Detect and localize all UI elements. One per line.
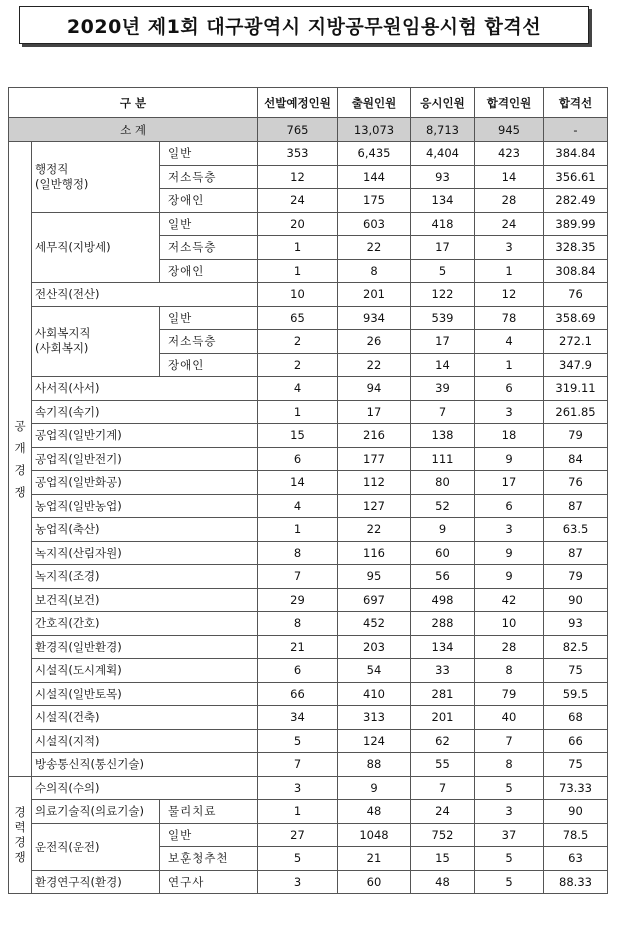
cell-applied: 94 xyxy=(338,377,411,401)
table-row xyxy=(9,518,608,542)
job-name: 전산직(전산) xyxy=(32,283,258,307)
category-cell: 일반 xyxy=(160,142,258,166)
cell-applied: 177 xyxy=(338,447,411,471)
cell-passed: 1 xyxy=(475,353,544,377)
cell-applied: 112 xyxy=(338,471,411,495)
job-name: 시설직(도시계획) xyxy=(32,659,258,683)
table-row xyxy=(9,424,608,448)
cell-tested: 15 xyxy=(411,847,475,871)
job-name: 속기직(속기) xyxy=(32,400,258,424)
cell-applied: 203 xyxy=(338,635,411,659)
cell-tested: 62 xyxy=(411,729,475,753)
job-name: 공업직(일반화공) xyxy=(32,471,258,495)
group-career-label: 경력경쟁 xyxy=(9,776,32,894)
cell-tested: 134 xyxy=(411,189,475,213)
cell-passed: 79 xyxy=(475,682,544,706)
cell-tested: 48 xyxy=(411,870,475,894)
table-row xyxy=(9,823,608,847)
cell-planned: 7 xyxy=(258,565,338,589)
cell-planned: 2 xyxy=(258,353,338,377)
page-title: 2020년 제1회 대구광역시 지방공무원임용시험 합격선 xyxy=(66,15,542,38)
cell-cutoff: 328.35 xyxy=(544,236,608,260)
cell-planned: 4 xyxy=(258,494,338,518)
cell-cutoff: 90 xyxy=(544,800,608,824)
cell-applied: 17 xyxy=(338,400,411,424)
job-name: 농업직(일반농업) xyxy=(32,494,258,518)
cell-cutoff: 75 xyxy=(544,753,608,777)
cell-applied: 697 xyxy=(338,588,411,612)
job-name: 의료기술직(의료기술) xyxy=(32,800,160,824)
job-name: 간호직(간호) xyxy=(32,612,258,636)
cell-cutoff: 261.85 xyxy=(544,400,608,424)
cell-cutoff: 68 xyxy=(544,706,608,730)
job-name: 환경연구직(환경) xyxy=(32,870,160,894)
cell-passed: 17 xyxy=(475,471,544,495)
cell-planned: 12 xyxy=(258,165,338,189)
cell-passed: 8 xyxy=(475,659,544,683)
cell-applied: 1048 xyxy=(338,823,411,847)
table-row xyxy=(9,706,608,730)
cell-cutoff: 79 xyxy=(544,565,608,589)
cell-cutoff: 82.5 xyxy=(544,635,608,659)
cell-planned: 15 xyxy=(258,424,338,448)
cell-planned: 5 xyxy=(258,847,338,871)
cell-passed: 12 xyxy=(475,283,544,307)
category-cell: 장애인 xyxy=(160,259,258,283)
cell-applied: 452 xyxy=(338,612,411,636)
job-name: 운전직(운전) xyxy=(32,823,160,870)
header-category: 구 분 xyxy=(9,88,258,118)
cell-planned: 10 xyxy=(258,283,338,307)
category-cell: 저소득층 xyxy=(160,165,258,189)
cell-passed: 28 xyxy=(475,635,544,659)
subtotal-label: 소 계 xyxy=(9,118,258,142)
cell-cutoff: 76 xyxy=(544,283,608,307)
cell-tested: 138 xyxy=(411,424,475,448)
cell-passed: 24 xyxy=(475,212,544,236)
cell-cutoff: 88.33 xyxy=(544,870,608,894)
table-row xyxy=(9,283,608,307)
cell-planned: 5 xyxy=(258,729,338,753)
table-row xyxy=(9,565,608,589)
job-name: 녹지직(조경) xyxy=(32,565,258,589)
cell-tested: 55 xyxy=(411,753,475,777)
table-row xyxy=(9,588,608,612)
cell-cutoff: 389.99 xyxy=(544,212,608,236)
cell-cutoff: 356.61 xyxy=(544,165,608,189)
cell-cutoff: 75 xyxy=(544,659,608,683)
cell-passed: 6 xyxy=(475,377,544,401)
cell-cutoff: 347.9 xyxy=(544,353,608,377)
header-applied: 출원인원 xyxy=(338,88,411,118)
cell-passed: 9 xyxy=(475,565,544,589)
header-cutoff: 합격선 xyxy=(544,88,608,118)
cell-passed: 5 xyxy=(475,870,544,894)
cell-applied: 124 xyxy=(338,729,411,753)
table-row xyxy=(9,800,608,824)
category-cell: 일반 xyxy=(160,212,258,236)
cell-cutoff: 78.5 xyxy=(544,823,608,847)
cell-planned: 1 xyxy=(258,400,338,424)
job-name: 사회복지직 (사회복지) xyxy=(32,306,160,377)
cell-planned: 353 xyxy=(258,142,338,166)
table-row xyxy=(9,870,608,894)
cell-applied: 26 xyxy=(338,330,411,354)
cell-passed: 28 xyxy=(475,189,544,213)
cell-cutoff: 84 xyxy=(544,447,608,471)
cell-planned: 20 xyxy=(258,212,338,236)
cell-passed: 3 xyxy=(475,236,544,260)
cell-planned: 6 xyxy=(258,659,338,683)
cell-passed: 9 xyxy=(475,447,544,471)
job-name: 시설직(지적) xyxy=(32,729,258,753)
cell-planned: 1 xyxy=(258,259,338,283)
cell-passed: 3 xyxy=(475,800,544,824)
subtotal-tested: 8,713 xyxy=(411,118,475,142)
category-cell: 저소득층 xyxy=(160,236,258,260)
subtotal-passed: 945 xyxy=(475,118,544,142)
job-name: 수의직(수의) xyxy=(32,776,258,800)
job-name: 녹지직(산림자원) xyxy=(32,541,258,565)
cell-applied: 22 xyxy=(338,518,411,542)
cell-tested: 752 xyxy=(411,823,475,847)
cell-passed: 7 xyxy=(475,729,544,753)
cell-cutoff: 79 xyxy=(544,424,608,448)
cell-cutoff: 358.69 xyxy=(544,306,608,330)
cell-tested: 5 xyxy=(411,259,475,283)
cell-planned: 4 xyxy=(258,377,338,401)
results-table xyxy=(8,87,608,894)
category-cell: 보훈청추천 xyxy=(160,847,258,871)
cell-cutoff: 66 xyxy=(544,729,608,753)
category-cell: 일반 xyxy=(160,306,258,330)
cell-planned: 6 xyxy=(258,447,338,471)
header-planned: 선발예정인원 xyxy=(258,88,338,118)
job-name: 행정직 (일반행정) xyxy=(32,142,160,213)
job-name: 사서직(사서) xyxy=(32,377,258,401)
table-row xyxy=(9,612,608,636)
job-name: 방송통신직(통신기술) xyxy=(32,753,258,777)
cell-passed: 78 xyxy=(475,306,544,330)
job-name: 시설직(건축) xyxy=(32,706,258,730)
cell-passed: 5 xyxy=(475,776,544,800)
job-name: 시설직(일반토목) xyxy=(32,682,258,706)
cell-cutoff: 87 xyxy=(544,494,608,518)
cell-tested: 4,404 xyxy=(411,142,475,166)
cell-cutoff: 319.11 xyxy=(544,377,608,401)
cell-planned: 3 xyxy=(258,870,338,894)
cell-tested: 418 xyxy=(411,212,475,236)
cell-applied: 54 xyxy=(338,659,411,683)
job-name: 보건직(보건) xyxy=(32,588,258,612)
cell-planned: 8 xyxy=(258,612,338,636)
subtotal-row xyxy=(9,118,608,142)
cell-applied: 201 xyxy=(338,283,411,307)
cell-applied: 127 xyxy=(338,494,411,518)
cell-applied: 48 xyxy=(338,800,411,824)
cell-tested: 24 xyxy=(411,800,475,824)
job-name: 공업직(일반전기) xyxy=(32,447,258,471)
category-cell: 물리치료 xyxy=(160,800,258,824)
category-cell: 장애인 xyxy=(160,189,258,213)
cell-passed: 42 xyxy=(475,588,544,612)
cell-applied: 175 xyxy=(338,189,411,213)
subtotal-cutoff: - xyxy=(544,118,608,142)
table-row xyxy=(9,494,608,518)
cell-applied: 88 xyxy=(338,753,411,777)
table-row xyxy=(9,541,608,565)
cell-applied: 934 xyxy=(338,306,411,330)
table-row xyxy=(9,659,608,683)
cell-passed: 4 xyxy=(475,330,544,354)
cell-tested: 9 xyxy=(411,518,475,542)
cell-passed: 3 xyxy=(475,518,544,542)
cell-planned: 29 xyxy=(258,588,338,612)
cell-tested: 7 xyxy=(411,400,475,424)
cell-planned: 65 xyxy=(258,306,338,330)
cell-tested: 7 xyxy=(411,776,475,800)
cell-applied: 60 xyxy=(338,870,411,894)
table-row xyxy=(9,776,608,800)
cell-cutoff: 308.84 xyxy=(544,259,608,283)
cell-passed: 9 xyxy=(475,541,544,565)
cell-tested: 498 xyxy=(411,588,475,612)
table-row xyxy=(9,306,608,330)
cell-tested: 39 xyxy=(411,377,475,401)
cell-passed: 37 xyxy=(475,823,544,847)
cell-planned: 21 xyxy=(258,635,338,659)
cell-applied: 116 xyxy=(338,541,411,565)
cell-tested: 122 xyxy=(411,283,475,307)
cell-applied: 6,435 xyxy=(338,142,411,166)
title-box xyxy=(19,6,589,44)
group-open-label: 공개경쟁 xyxy=(9,142,32,777)
table-row xyxy=(9,753,608,777)
cell-cutoff: 384.84 xyxy=(544,142,608,166)
subtotal-applied: 13,073 xyxy=(338,118,411,142)
job-name: 환경직(일반환경) xyxy=(32,635,258,659)
cell-tested: 288 xyxy=(411,612,475,636)
cell-cutoff: 90 xyxy=(544,588,608,612)
cell-tested: 60 xyxy=(411,541,475,565)
cell-planned: 3 xyxy=(258,776,338,800)
table-row xyxy=(9,635,608,659)
cell-applied: 216 xyxy=(338,424,411,448)
cell-cutoff: 87 xyxy=(544,541,608,565)
job-name: 세무직(지방세) xyxy=(32,212,160,283)
cell-applied: 95 xyxy=(338,565,411,589)
cell-applied: 9 xyxy=(338,776,411,800)
cell-passed: 1 xyxy=(475,259,544,283)
cell-planned: 1 xyxy=(258,800,338,824)
job-name: 공업직(일반기계) xyxy=(32,424,258,448)
cell-planned: 1 xyxy=(258,518,338,542)
cell-planned: 8 xyxy=(258,541,338,565)
cell-passed: 8 xyxy=(475,753,544,777)
category-cell: 장애인 xyxy=(160,353,258,377)
table-row xyxy=(9,142,608,166)
cell-planned: 14 xyxy=(258,471,338,495)
header-tested: 응시인원 xyxy=(411,88,475,118)
table-row xyxy=(9,447,608,471)
table-row xyxy=(9,682,608,706)
table-row xyxy=(9,471,608,495)
header-row xyxy=(9,88,608,118)
cell-planned: 7 xyxy=(258,753,338,777)
cell-cutoff: 282.49 xyxy=(544,189,608,213)
header-passed: 합격인원 xyxy=(475,88,544,118)
cell-passed: 3 xyxy=(475,400,544,424)
category-cell: 저소득층 xyxy=(160,330,258,354)
cell-planned: 34 xyxy=(258,706,338,730)
cell-tested: 281 xyxy=(411,682,475,706)
cell-tested: 17 xyxy=(411,330,475,354)
cell-passed: 423 xyxy=(475,142,544,166)
table-row xyxy=(9,400,608,424)
cell-applied: 410 xyxy=(338,682,411,706)
cell-passed: 5 xyxy=(475,847,544,871)
cell-applied: 313 xyxy=(338,706,411,730)
cell-applied: 144 xyxy=(338,165,411,189)
cell-tested: 52 xyxy=(411,494,475,518)
cell-tested: 201 xyxy=(411,706,475,730)
cell-applied: 21 xyxy=(338,847,411,871)
cell-tested: 56 xyxy=(411,565,475,589)
cell-passed: 40 xyxy=(475,706,544,730)
table-row xyxy=(9,212,608,236)
cell-passed: 6 xyxy=(475,494,544,518)
cell-planned: 1 xyxy=(258,236,338,260)
job-name: 농업직(축산) xyxy=(32,518,258,542)
cell-planned: 27 xyxy=(258,823,338,847)
category-cell: 연구사 xyxy=(160,870,258,894)
cell-applied: 603 xyxy=(338,212,411,236)
cell-applied: 8 xyxy=(338,259,411,283)
cell-applied: 22 xyxy=(338,353,411,377)
cell-cutoff: 272.1 xyxy=(544,330,608,354)
cell-tested: 111 xyxy=(411,447,475,471)
cell-tested: 14 xyxy=(411,353,475,377)
category-cell: 일반 xyxy=(160,823,258,847)
cell-tested: 80 xyxy=(411,471,475,495)
cell-passed: 10 xyxy=(475,612,544,636)
cell-cutoff: 76 xyxy=(544,471,608,495)
cell-passed: 18 xyxy=(475,424,544,448)
cell-cutoff: 63 xyxy=(544,847,608,871)
table-row xyxy=(9,729,608,753)
cell-tested: 93 xyxy=(411,165,475,189)
cell-cutoff: 93 xyxy=(544,612,608,636)
cell-cutoff: 63.5 xyxy=(544,518,608,542)
cell-tested: 134 xyxy=(411,635,475,659)
subtotal-planned: 765 xyxy=(258,118,338,142)
cell-cutoff: 59.5 xyxy=(544,682,608,706)
cell-passed: 14 xyxy=(475,165,544,189)
table-row xyxy=(9,377,608,401)
cell-tested: 539 xyxy=(411,306,475,330)
cell-cutoff: 73.33 xyxy=(544,776,608,800)
cell-planned: 66 xyxy=(258,682,338,706)
cell-tested: 17 xyxy=(411,236,475,260)
cell-planned: 24 xyxy=(258,189,338,213)
cell-planned: 2 xyxy=(258,330,338,354)
cell-applied: 22 xyxy=(338,236,411,260)
cell-tested: 33 xyxy=(411,659,475,683)
